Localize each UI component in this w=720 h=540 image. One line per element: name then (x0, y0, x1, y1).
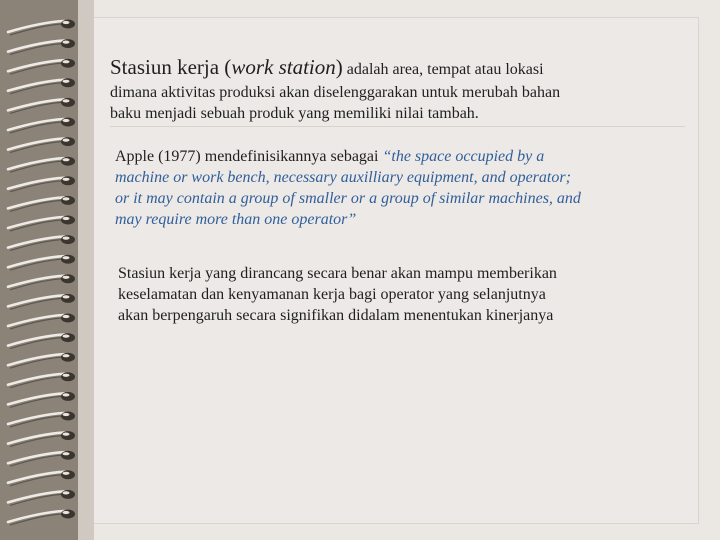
quote-line-4: may require more than one operator” (115, 211, 357, 228)
spiral-coil (8, 335, 64, 346)
binding-highlight (63, 158, 70, 161)
spiral-coil (8, 491, 64, 502)
binding-highlight (63, 491, 70, 494)
spiral-coil (8, 158, 64, 169)
binding-hole (61, 451, 75, 460)
binding-hole (61, 431, 75, 440)
spiral-coil (8, 80, 64, 91)
spiral-coil (8, 119, 64, 130)
paragraph-apple (115, 146, 675, 230)
binding-hole (61, 216, 75, 225)
spiral-coil (8, 21, 64, 32)
binding-hole (61, 294, 75, 303)
binding-hole (61, 176, 75, 185)
quote-line-2: machine or work bench, necessary auxilliary equipment, and operator; (115, 169, 571, 186)
term-italic: work station (231, 55, 336, 79)
binding-hole (61, 39, 75, 48)
spiral-coil (8, 433, 64, 444)
binding-highlight (63, 256, 70, 259)
binding-hole (61, 314, 75, 323)
binding-hole (61, 157, 75, 166)
definition-text (110, 55, 670, 124)
binding-hole (61, 59, 75, 68)
binding-highlight (63, 335, 70, 338)
binding-hole (61, 274, 75, 283)
binding-hole (61, 235, 75, 244)
binding-highlight (63, 21, 70, 24)
spiral-coil (8, 60, 64, 71)
term-lead-end: ) (335, 55, 343, 79)
spiral-coil (8, 511, 64, 522)
spiral-coil (8, 217, 64, 228)
binding-highlight (63, 60, 70, 63)
spiral-coil (8, 413, 64, 424)
binding-hole (61, 333, 75, 342)
binding-hole (61, 78, 75, 87)
spiral-coil (8, 393, 64, 404)
binding-highlight (63, 178, 70, 181)
term-lead: Stasiun kerja ( (110, 55, 232, 79)
definition-line-2: dimana aktivitas produksi akan diselenggarakan untuk merubah bahan (110, 84, 561, 101)
binding-highlight (63, 99, 70, 102)
binding-hole (61, 412, 75, 421)
spiral-coil (8, 256, 64, 267)
binding-hole (61, 118, 75, 127)
binding-highlight (63, 413, 70, 416)
divider-line (110, 126, 685, 127)
binding-highlight (63, 511, 70, 514)
spiral-coil (8, 178, 64, 189)
binding-highlight (63, 452, 70, 455)
definition-line-3: baku menjadi sebuah produk yang memiliki nilai tambah. (110, 105, 479, 122)
binding-hole (61, 196, 75, 205)
spiral-coil (8, 315, 64, 326)
conclusion-line-2: keselamatan dan kenyamanan kerja bagi operator yang selanjutnya (118, 286, 546, 303)
spiral-coil (8, 237, 64, 248)
spiral-coil (8, 452, 64, 463)
apple-intro: Apple (1977) mendefinisikannya sebagai (115, 148, 383, 165)
binding-hole (61, 470, 75, 479)
spiral-coil (8, 41, 64, 52)
binding-hole (61, 490, 75, 499)
spiral-coil (8, 276, 64, 287)
binding-hole (61, 255, 75, 264)
spiral-coil (8, 354, 64, 365)
spiral-coil (8, 374, 64, 385)
binding-hole (61, 353, 75, 362)
spiral-coil (8, 197, 64, 208)
binding-highlight (63, 393, 70, 396)
binding-hole (61, 137, 75, 146)
binding-highlight (63, 41, 70, 44)
conclusion-line-3: akan berpengaruh secara signifikan didalam menentukan kinerjanya (118, 307, 554, 324)
binding-highlight (63, 295, 70, 298)
conclusion-line-1: Stasiun kerja yang dirancang secara benar akan mampu memberikan (118, 265, 557, 282)
binding-hole (61, 98, 75, 107)
binding-highlight (63, 354, 70, 357)
binding-highlight (63, 433, 70, 436)
definition-rest: adalah area, tempat atau lokasi (342, 61, 544, 78)
binding-highlight (63, 217, 70, 220)
binding-hole (61, 510, 75, 519)
binding-highlight (63, 237, 70, 240)
spiral-coil (8, 99, 64, 110)
binding-highlight (63, 139, 70, 142)
binding-highlight (63, 374, 70, 377)
binding-highlight (63, 315, 70, 318)
binding-highlight (63, 80, 70, 83)
binding-hole (61, 372, 75, 381)
binding-highlight (63, 119, 70, 122)
binding-highlight (63, 472, 70, 475)
paragraph-conclusion (118, 263, 658, 326)
spiral-coil (8, 139, 64, 150)
binding-hole (61, 20, 75, 29)
paragraph-definition (110, 55, 670, 124)
spiral-coil (8, 472, 64, 483)
binding-hole (61, 392, 75, 401)
spiral-coil (8, 295, 64, 306)
quote-line-1: “the space occupied by a (382, 148, 545, 165)
binding-highlight (63, 197, 70, 200)
spiral-binding-icon (0, 0, 95, 540)
binding-highlight (63, 276, 70, 279)
quote-line-3: or it may contain a group of smaller or a group of similar machines, and (115, 190, 581, 207)
